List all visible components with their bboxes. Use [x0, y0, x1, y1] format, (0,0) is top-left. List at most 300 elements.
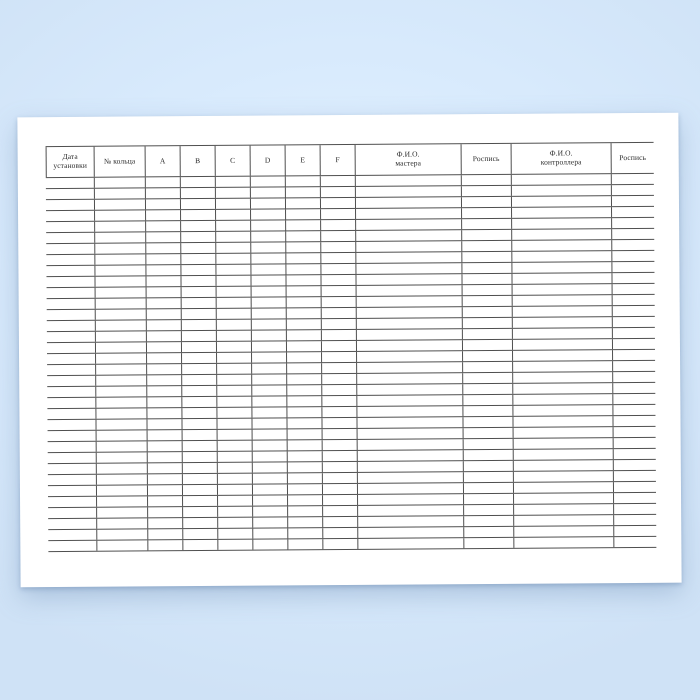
empty-cell — [148, 452, 183, 462]
empty-cell — [181, 254, 216, 264]
empty-cell — [95, 232, 146, 242]
empty-cell — [614, 482, 656, 492]
empty-cell — [182, 419, 217, 429]
empty-cell — [46, 244, 95, 254]
empty-cell — [96, 342, 147, 352]
column-header-5: D — [251, 145, 286, 175]
empty-cell — [286, 198, 321, 208]
empty-cell — [513, 328, 613, 339]
empty-cell — [287, 396, 322, 406]
empty-cell — [464, 461, 514, 471]
empty-cell — [96, 298, 147, 308]
empty-cell — [148, 485, 183, 495]
column-header-6: E — [286, 145, 321, 175]
empty-cell — [613, 306, 655, 316]
empty-cell — [216, 221, 251, 231]
empty-cell — [95, 177, 146, 187]
empty-cell — [357, 340, 463, 351]
empty-cell — [612, 251, 654, 261]
empty-cell — [182, 342, 217, 352]
empty-cell — [323, 451, 358, 461]
empty-cell — [357, 406, 463, 417]
empty-cell — [182, 320, 217, 330]
empty-cell — [96, 287, 147, 297]
empty-cell — [612, 174, 654, 184]
empty-cell — [463, 362, 513, 372]
empty-cell — [513, 383, 613, 394]
empty-cell — [183, 540, 218, 550]
empty-cell — [614, 515, 656, 525]
empty-cell — [288, 517, 323, 527]
empty-cell — [252, 363, 287, 373]
empty-cell — [321, 264, 356, 274]
empty-cell — [95, 210, 146, 220]
empty-cell — [614, 493, 656, 503]
empty-cell — [322, 407, 357, 417]
empty-cell — [356, 208, 462, 219]
empty-cell — [147, 353, 182, 363]
empty-cell — [251, 242, 286, 252]
empty-cell — [322, 319, 357, 329]
empty-cell — [463, 395, 513, 405]
empty-cell — [216, 276, 251, 286]
empty-cell — [47, 420, 96, 430]
empty-cell — [253, 451, 288, 461]
empty-cell — [146, 232, 181, 242]
empty-cell — [513, 394, 613, 405]
empty-cell — [183, 529, 218, 539]
empty-cell — [513, 295, 613, 306]
empty-cell — [253, 440, 288, 450]
empty-cell — [182, 364, 217, 374]
empty-cell — [286, 176, 321, 186]
empty-cell — [358, 483, 464, 494]
empty-cell — [218, 441, 253, 451]
empty-cell — [322, 385, 357, 395]
empty-cell — [463, 406, 513, 416]
empty-cell — [95, 254, 146, 264]
empty-cell — [613, 317, 655, 327]
empty-cell — [147, 408, 182, 418]
empty-cell — [613, 295, 655, 305]
empty-cell — [614, 471, 656, 481]
empty-cell — [146, 254, 181, 264]
empty-cell — [183, 463, 218, 473]
column-header-1: № кольца — [95, 146, 146, 176]
empty-cell — [612, 207, 654, 217]
empty-cell — [147, 419, 182, 429]
empty-cell — [463, 417, 513, 427]
empty-cell — [48, 486, 97, 496]
empty-cell — [614, 460, 656, 470]
empty-cell — [323, 539, 358, 549]
empty-cell — [288, 451, 323, 461]
empty-cell — [512, 207, 612, 218]
empty-cell — [356, 263, 462, 274]
empty-cell — [47, 332, 96, 342]
empty-cell — [218, 474, 253, 484]
empty-cell — [96, 375, 147, 385]
empty-cell — [287, 330, 322, 340]
empty-cell — [321, 231, 356, 241]
empty-cell — [464, 450, 514, 460]
empty-cell — [147, 331, 182, 341]
empty-cell — [46, 222, 95, 232]
empty-cell — [614, 427, 656, 437]
empty-cell — [356, 230, 462, 241]
empty-cell — [47, 387, 96, 397]
empty-cell — [358, 472, 464, 483]
empty-cell — [514, 526, 614, 537]
empty-cell — [216, 188, 251, 198]
empty-cell — [287, 286, 322, 296]
empty-cell — [183, 507, 218, 517]
empty-cell — [46, 200, 95, 210]
empty-cell — [514, 537, 614, 548]
empty-cell — [286, 264, 321, 274]
empty-cell — [288, 473, 323, 483]
empty-cell — [464, 439, 514, 449]
empty-cell — [462, 219, 512, 229]
empty-cell — [358, 505, 464, 516]
empty-cell — [513, 284, 613, 295]
empty-cell — [252, 352, 287, 362]
empty-cell — [321, 209, 356, 219]
empty-cell — [97, 507, 148, 517]
empty-cell — [512, 218, 612, 229]
empty-cell — [48, 508, 97, 518]
empty-cell — [322, 330, 357, 340]
empty-cell — [358, 494, 464, 505]
empty-cell — [97, 518, 148, 528]
empty-cell — [253, 429, 288, 439]
empty-cell — [288, 495, 323, 505]
empty-cell — [216, 232, 251, 242]
empty-cell — [48, 530, 97, 540]
empty-cell — [322, 374, 357, 384]
empty-cell — [513, 405, 613, 416]
empty-cell — [48, 442, 97, 452]
empty-cell — [95, 276, 146, 286]
empty-cell — [182, 309, 217, 319]
empty-cell — [514, 515, 614, 526]
empty-cell — [323, 440, 358, 450]
empty-cell — [217, 298, 252, 308]
empty-cell — [514, 438, 614, 449]
empty-cell — [147, 364, 182, 374]
empty-cell — [96, 386, 147, 396]
empty-cell — [356, 197, 462, 208]
empty-cell — [96, 419, 147, 429]
empty-cell — [357, 362, 463, 373]
empty-cell — [218, 430, 253, 440]
empty-cell — [217, 386, 252, 396]
empty-cell — [252, 341, 287, 351]
empty-cell — [287, 297, 322, 307]
empty-cell — [47, 288, 96, 298]
empty-cell — [322, 352, 357, 362]
empty-cell — [464, 494, 514, 504]
empty-cell — [288, 429, 323, 439]
empty-cell — [323, 528, 358, 538]
empty-cell — [252, 286, 287, 296]
empty-cell — [96, 364, 147, 374]
empty-cell — [322, 363, 357, 373]
empty-cell — [217, 287, 252, 297]
empty-cell — [462, 186, 512, 196]
empty-cell — [183, 474, 218, 484]
empty-cell — [357, 351, 463, 362]
empty-cell — [181, 276, 216, 286]
empty-cell — [513, 416, 613, 427]
empty-cell — [148, 529, 183, 539]
empty-cell — [182, 375, 217, 385]
empty-cell — [613, 394, 655, 404]
empty-cell — [286, 187, 321, 197]
empty-cell — [358, 516, 464, 527]
empty-cell — [613, 284, 655, 294]
empty-cell — [96, 408, 147, 418]
empty-cell — [146, 177, 181, 187]
empty-cell — [147, 386, 182, 396]
empty-cell — [321, 275, 356, 285]
empty-cell — [613, 383, 655, 393]
empty-cell — [358, 527, 464, 538]
empty-cell — [217, 320, 252, 330]
empty-cell — [216, 210, 251, 220]
ledger-table — [46, 142, 657, 552]
empty-cell — [181, 221, 216, 231]
empty-cell — [46, 178, 95, 188]
empty-cell — [97, 430, 148, 440]
empty-cell — [614, 504, 656, 514]
empty-cell — [322, 418, 357, 428]
empty-cell — [286, 231, 321, 241]
empty-cell — [614, 438, 656, 448]
empty-cell — [253, 506, 288, 516]
empty-cell — [358, 428, 464, 439]
empty-cell — [182, 298, 217, 308]
empty-cell — [512, 240, 612, 251]
empty-cell — [464, 505, 514, 515]
empty-cell — [462, 175, 512, 185]
empty-cell — [356, 175, 462, 186]
empty-cell — [252, 374, 287, 384]
empty-cell — [613, 339, 655, 349]
empty-cell — [357, 373, 463, 384]
empty-cell — [147, 320, 182, 330]
column-header-10: Ф.И.О. контроллера — [512, 143, 612, 174]
empty-cell — [183, 496, 218, 506]
empty-cell — [147, 309, 182, 319]
empty-cell — [252, 407, 287, 417]
empty-cell — [147, 287, 182, 297]
empty-cell — [217, 375, 252, 385]
empty-cell — [148, 463, 183, 473]
empty-cell — [514, 471, 614, 482]
empty-cell — [252, 297, 287, 307]
empty-cell — [614, 537, 656, 547]
empty-cell — [463, 351, 513, 361]
empty-cell — [47, 299, 96, 309]
empty-cell — [47, 398, 96, 408]
empty-cell — [46, 255, 95, 265]
empty-cell — [148, 507, 183, 517]
empty-cell — [96, 320, 147, 330]
empty-cell — [464, 483, 514, 493]
empty-cell — [613, 361, 655, 371]
empty-cell — [514, 427, 614, 438]
empty-cell — [322, 396, 357, 406]
empty-cell — [146, 199, 181, 209]
empty-cell — [48, 453, 97, 463]
empty-cell — [462, 230, 512, 240]
empty-cell — [217, 342, 252, 352]
empty-cell — [358, 450, 464, 461]
empty-cell — [48, 431, 97, 441]
empty-cell — [613, 416, 655, 426]
empty-cell — [182, 331, 217, 341]
empty-cell — [218, 507, 253, 517]
empty-cell — [613, 405, 655, 415]
empty-cell — [357, 329, 463, 340]
column-header-11: Роспись — [619, 152, 647, 162]
empty-cell — [612, 273, 654, 283]
empty-cell — [96, 353, 147, 363]
empty-cell — [48, 519, 97, 529]
empty-cell — [612, 262, 654, 272]
empty-cell — [357, 307, 463, 318]
empty-cell — [287, 319, 322, 329]
empty-cell — [251, 198, 286, 208]
empty-cell — [612, 240, 654, 250]
empty-cell — [217, 331, 252, 341]
empty-cell — [148, 518, 183, 528]
empty-cell — [286, 220, 321, 230]
empty-cell — [614, 526, 656, 536]
empty-cell — [463, 384, 513, 394]
empty-cell — [321, 242, 356, 252]
empty-cell — [181, 188, 216, 198]
empty-cell — [512, 174, 612, 185]
empty-cell — [287, 341, 322, 351]
empty-cell — [181, 177, 216, 187]
empty-cell — [462, 241, 512, 251]
empty-cell — [614, 449, 656, 459]
empty-cell — [288, 440, 323, 450]
empty-cell — [613, 328, 655, 338]
empty-cell — [356, 252, 462, 263]
empty-cell — [512, 196, 612, 207]
empty-cell — [252, 418, 287, 428]
empty-cell — [513, 339, 613, 350]
empty-cell — [464, 472, 514, 482]
empty-cell — [253, 473, 288, 483]
empty-cell — [97, 474, 148, 484]
empty-cell — [96, 331, 147, 341]
empty-cell — [47, 310, 96, 320]
empty-cell — [462, 274, 512, 284]
empty-cell — [146, 276, 181, 286]
empty-cell — [47, 409, 96, 419]
empty-cell — [97, 540, 148, 550]
empty-cell — [96, 397, 147, 407]
empty-cell — [613, 372, 655, 382]
column-header-2: A — [146, 146, 181, 176]
column-header-7: F — [321, 145, 356, 175]
empty-cell — [321, 253, 356, 263]
empty-cell — [512, 262, 612, 273]
empty-cell — [321, 187, 356, 197]
empty-cell — [218, 540, 253, 550]
paper-sheet — [17, 113, 681, 588]
empty-cell — [216, 265, 251, 275]
empty-cell — [217, 364, 252, 374]
empty-cell — [147, 375, 182, 385]
empty-cell — [358, 439, 464, 450]
empty-cell — [217, 397, 252, 407]
empty-cell — [287, 308, 322, 318]
empty-cell — [286, 242, 321, 252]
empty-cell — [147, 298, 182, 308]
empty-cell — [462, 197, 512, 207]
empty-cell — [47, 321, 96, 331]
empty-cell — [146, 221, 181, 231]
empty-cell — [46, 189, 95, 199]
empty-cell — [463, 285, 513, 295]
empty-cell — [357, 285, 463, 296]
empty-cell — [46, 211, 95, 221]
empty-cell — [217, 419, 252, 429]
empty-cell — [322, 308, 357, 318]
empty-cell — [95, 243, 146, 253]
empty-cell — [514, 504, 614, 515]
empty-cell — [48, 541, 97, 551]
empty-cell — [251, 275, 286, 285]
empty-cell — [216, 199, 251, 209]
empty-cell — [218, 463, 253, 473]
empty-cell — [47, 354, 96, 364]
empty-cell — [146, 210, 181, 220]
empty-cell — [252, 385, 287, 395]
empty-cell — [146, 188, 181, 198]
empty-cell — [286, 209, 321, 219]
empty-cell — [48, 464, 97, 474]
empty-cell — [253, 495, 288, 505]
empty-cell — [612, 229, 654, 239]
empty-cell — [96, 309, 147, 319]
empty-cell — [357, 318, 463, 329]
empty-cell — [251, 231, 286, 241]
empty-cell — [95, 221, 146, 231]
empty-cell — [183, 430, 218, 440]
empty-cell — [288, 539, 323, 549]
empty-cell — [462, 263, 512, 273]
empty-cell — [288, 506, 323, 516]
empty-cell — [356, 219, 462, 230]
column-header-8: Ф.И.О. мастера — [356, 144, 462, 175]
table-body — [46, 174, 657, 552]
empty-cell — [251, 220, 286, 230]
empty-cell — [323, 484, 358, 494]
empty-cell — [323, 473, 358, 483]
empty-cell — [323, 517, 358, 527]
empty-cell — [253, 539, 288, 549]
empty-cell — [217, 408, 252, 418]
empty-cell — [253, 484, 288, 494]
empty-cell — [47, 376, 96, 386]
empty-cell — [512, 251, 612, 262]
